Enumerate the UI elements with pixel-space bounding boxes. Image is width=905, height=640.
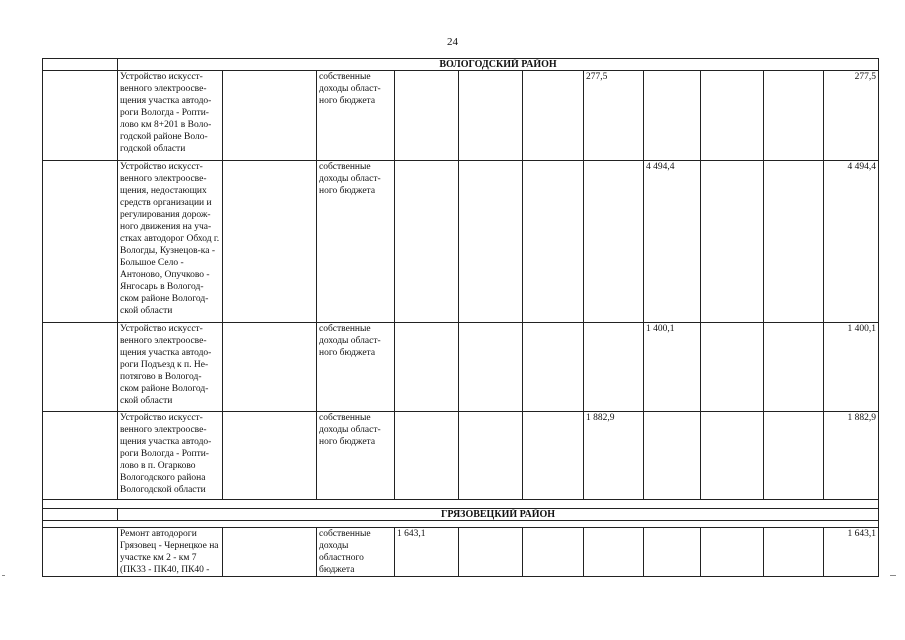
value-cell [584,161,644,323]
blank-cell [223,412,317,500]
blank-cell [223,323,317,412]
value-cell [701,71,764,161]
value-cell [395,71,459,161]
value-cell [764,161,824,323]
value-cell [523,161,584,323]
value-cell: 277,5 [584,71,644,161]
value-cell: 1 882,9 [584,412,644,500]
total-cell: 4 494,4 [824,161,879,323]
value-cell: 4 494,4 [644,161,701,323]
page-number: 24 [447,36,458,48]
table-row [43,528,879,577]
value-cell [584,528,644,577]
value-cell [644,528,701,577]
blank-cell [223,528,317,577]
table-row [43,161,879,323]
value-cell [701,412,764,500]
blank-cell [43,412,118,500]
value-cell [459,323,523,412]
funding-source: собственные доходы област-ного бюджета [317,161,395,323]
value-cell [523,323,584,412]
budget-table [42,58,879,577]
section-title: ВОЛОГОДСКИЙ РАЙОН [118,59,879,71]
total-cell: 277,5 [824,71,879,161]
table-row [43,71,879,161]
funding-source: собственные доходы областного бюджета [317,528,395,577]
blank-cell [43,59,118,71]
value-cell [644,71,701,161]
row-description: Устройство искусст-венного электроосве-щения, недостающих средств организации и регулирования дорож-ного движения на уча-стках автодорог Обход г. Вологды, Кузнецов-ка - Большое Село - Антоново, Опучково - Янгосарь в Вологод-ском районе Вологод-ской области [118,161,223,323]
blank-cell [43,161,118,323]
scan-edge-mark [890,575,896,576]
table-row [43,323,879,412]
total-cell: 1 400,1 [824,323,879,412]
spacer-row [43,521,879,528]
value-cell [459,71,523,161]
row-description: Устройство искусст-венного электроосве-щения участка автодо-роги Подъезд к п. Не-потягово в Вологод-ском районе Вологод-ской области [118,323,223,412]
value-cell [523,412,584,500]
value-cell [395,412,459,500]
value-cell [523,528,584,577]
blank-cell [43,323,118,412]
blank-cell [223,161,317,323]
blank-cell [43,509,118,521]
value-cell [701,161,764,323]
funding-source: собственные доходы област-ного бюджета [317,71,395,161]
spacer-row [43,500,879,509]
blank-cell [43,71,118,161]
total-cell: 1 882,9 [824,412,879,500]
value-cell [764,71,824,161]
value-cell [459,412,523,500]
value-cell [701,323,764,412]
row-description: Устройство искусст-венного электроосве-щения участка автодо-роги Вологда - Ропти-лово в п. Огарково Вологодского района Вологодской области [118,412,223,500]
value-cell [523,71,584,161]
blank-cell [43,521,879,528]
total-cell: 1 643,1 [824,528,879,577]
section-title: ГРЯЗОВЕЦКИЙ РАЙОН [118,509,879,521]
section-header-row [43,509,879,521]
value-cell [395,323,459,412]
value-cell [764,323,824,412]
value-cell [584,323,644,412]
row-description: Ремонт автодороги Грязовец - Чернецкое на участке км 2 - км 7 (ПК33 - ПК40, ПК40 - [118,528,223,577]
value-cell [459,528,523,577]
funding-source: собственные доходы област-ного бюджета [317,323,395,412]
table-row [43,412,879,500]
value-cell [764,412,824,500]
blank-cell [43,528,118,577]
blank-cell [43,500,879,509]
section-header-row [43,59,879,71]
value-cell [459,161,523,323]
value-cell: 1 400,1 [644,323,701,412]
scan-edge-mark [2,575,5,576]
blank-cell [223,71,317,161]
value-cell [701,528,764,577]
funding-source: собственные доходы област-ного бюджета [317,412,395,500]
value-cell [764,528,824,577]
value-cell [395,161,459,323]
value-cell [644,412,701,500]
value-cell: 1 643,1 [395,528,459,577]
row-description: Устройство искусст-венного электроосве-щения участка автодо-роги Вологда - Ропти-лово км 8+201 в Воло-годской районе Воло-годской области [118,71,223,161]
